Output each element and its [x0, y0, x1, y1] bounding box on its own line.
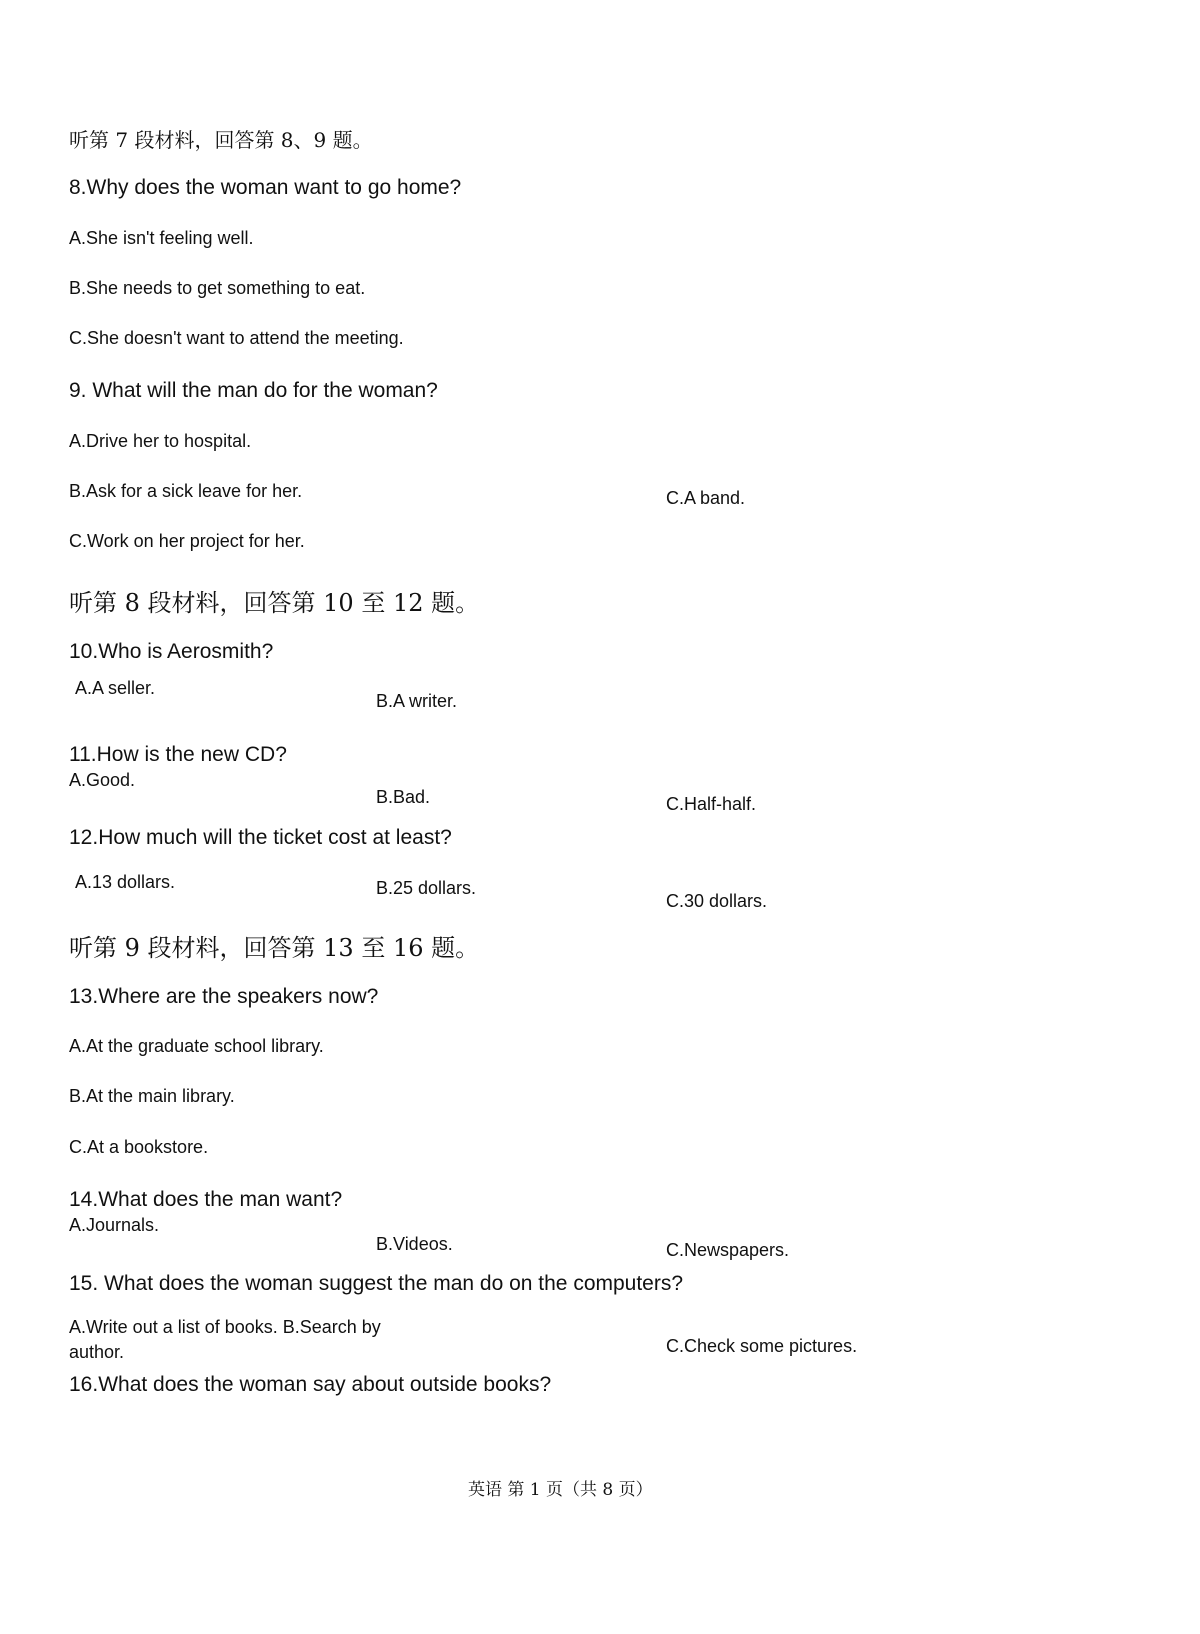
option-9c: C.Work on her project for her. [69, 531, 305, 551]
question-10: 10.Who is Aerosmith? [69, 640, 274, 663]
option-12a: A.13 dollars. [75, 872, 176, 892]
option-15b-cont: author. [69, 1342, 125, 1362]
option-13a: A.At the graduate school library. [69, 1036, 324, 1056]
question-13: 13.Where are the speakers now? [69, 985, 379, 1008]
option-11a: A.Good. [69, 770, 136, 790]
question-12: 12.How much will the ticket cost at least? [69, 826, 452, 849]
question-14: 14.What does the man want? [69, 1188, 343, 1211]
question-8: 8.Why does the woman want to go home? [69, 176, 462, 199]
section-heading: 听第 8 段材料，回答第 10 至 12 题。 [69, 589, 480, 617]
section-heading: 听第 9 段材料，回答第 13 至 16 题。 [69, 934, 480, 962]
option-13b: B.At the main library. [69, 1086, 235, 1106]
option-8c: C.She doesn't want to attend the meeting. [69, 328, 404, 348]
option-11b: B.Bad. [376, 787, 431, 807]
option-9a: A.Drive her to hospital. [69, 431, 252, 451]
option-15c: C.Check some pictures. [666, 1336, 858, 1356]
question-9: 9. What will the man do for the woman? [69, 379, 438, 402]
option-12b: B.25 dollars. [376, 878, 477, 898]
question-11: 11.How is the new CD? [69, 743, 287, 766]
option-14a: A.Journals. [69, 1215, 160, 1235]
page-footer: 英语 第 1 页（共 8 页） [468, 1480, 653, 1500]
option-14c: C.Newspapers. [666, 1240, 790, 1260]
option-10c: C.A band. [666, 488, 746, 508]
option-8b: B.She needs to get something to eat. [69, 278, 366, 298]
option-10b: B.A writer. [376, 691, 458, 711]
option-14b: B.Videos. [376, 1234, 453, 1254]
option-8a: A.She isn't feeling well. [69, 228, 254, 248]
option-13c: C.At a bookstore. [69, 1137, 209, 1157]
section-heading: 听第 7 段材料，回答第 8、9 题。 [69, 128, 373, 152]
option-12c: C.30 dollars. [666, 891, 768, 911]
question-16: 16.What does the woman say about outside books? [69, 1373, 552, 1396]
option-15ab: A.Write out a list of books. B.Search by [69, 1317, 381, 1337]
option-11c: C.Half-half. [666, 794, 757, 814]
option-9b: B.Ask for a sick leave for her. [69, 481, 303, 501]
option-10a: A.A seller. [75, 678, 156, 698]
question-15: 15. What does the woman suggest the man do on the computers? [69, 1272, 684, 1295]
